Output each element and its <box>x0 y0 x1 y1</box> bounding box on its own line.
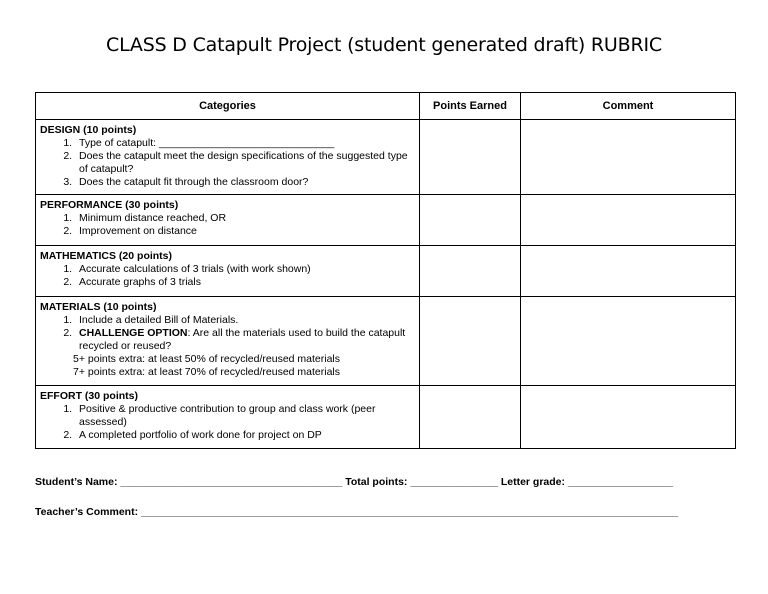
points-earned-cell[interactable] <box>420 195 521 246</box>
category-cell <box>36 120 420 195</box>
header-categories: Categories <box>36 93 420 120</box>
comment-cell[interactable] <box>521 195 736 246</box>
list-item: 2. Improvement on distance <box>75 225 415 238</box>
list-item: 2. Accurate graphs of 3 trials <box>75 276 415 289</box>
comment-cell[interactable] <box>521 297 736 386</box>
category-cell <box>36 386 420 449</box>
section-title: MATERIALS (10 points) <box>40 301 157 313</box>
challenge-label: CHALLENGE OPTION <box>79 327 188 339</box>
section-title: DESIGN (10 points) <box>40 124 137 136</box>
table-row-design <box>36 120 736 195</box>
table-row-materials <box>36 297 736 386</box>
table-row-effort <box>36 386 736 449</box>
points-earned-cell[interactable] <box>420 246 521 297</box>
header-comment: Comment <box>521 93 736 120</box>
extra-points-line: 7+ points extra: at least 70% of recycled/reused materials <box>73 366 341 378</box>
header-row <box>36 93 736 120</box>
list-item: 1. Type of catapult: ______________________________ <box>75 137 415 150</box>
list-item: 1. Include a detailed Bill of Materials. <box>75 314 415 327</box>
category-cell <box>36 195 420 246</box>
header-points-earned: Points Earned <box>420 93 521 120</box>
table-row-mathematics <box>36 246 736 297</box>
list-item: 2. A completed portfolio of work done for project on DP <box>75 429 415 442</box>
student-info-line: Student’s Name: ______________________________________ Total points: _______________ Letter grade: __________________ <box>35 476 674 488</box>
rubric-table <box>35 92 736 449</box>
table-row-performance <box>36 195 736 246</box>
challenge-text: : Are all the materials used to build the catapult recycled or reused? <box>79 327 406 352</box>
list-item: 3. Does the catapult fit through the classroom door? <box>75 176 415 189</box>
section-title: EFFORT (30 points) <box>40 390 138 402</box>
category-cell <box>36 246 420 297</box>
points-earned-cell[interactable] <box>420 386 521 449</box>
list-item: 1. Accurate calculations of 3 trials (with work shown) <box>75 263 415 276</box>
comment-cell[interactable] <box>521 246 736 297</box>
extra-points-line: 5+ points extra: at least 50% of recycled/reused materials <box>73 353 341 365</box>
teacher-comment-line: Teacher’s Comment: ____________________________________________________________________________________________ <box>35 506 679 518</box>
list-item <box>75 327 415 353</box>
list-item: 1. Positive & productive contribution to group and class work (peer assessed) <box>75 403 415 429</box>
category-cell <box>36 297 420 386</box>
points-earned-cell[interactable] <box>420 297 521 386</box>
section-title: PERFORMANCE (30 points) <box>40 199 179 211</box>
page-title: CLASS D Catapult Project (student generated draft) RUBRIC <box>106 34 662 56</box>
list-item: 2. Does the catapult meet the design specifications of the suggested type of catapult? <box>75 150 415 176</box>
list-item: 1. Minimum distance reached, OR <box>75 212 415 225</box>
comment-cell[interactable] <box>521 120 736 195</box>
points-earned-cell[interactable] <box>420 120 521 195</box>
section-title: MATHEMATICS (20 points) <box>40 250 173 262</box>
comment-cell[interactable] <box>521 386 736 449</box>
